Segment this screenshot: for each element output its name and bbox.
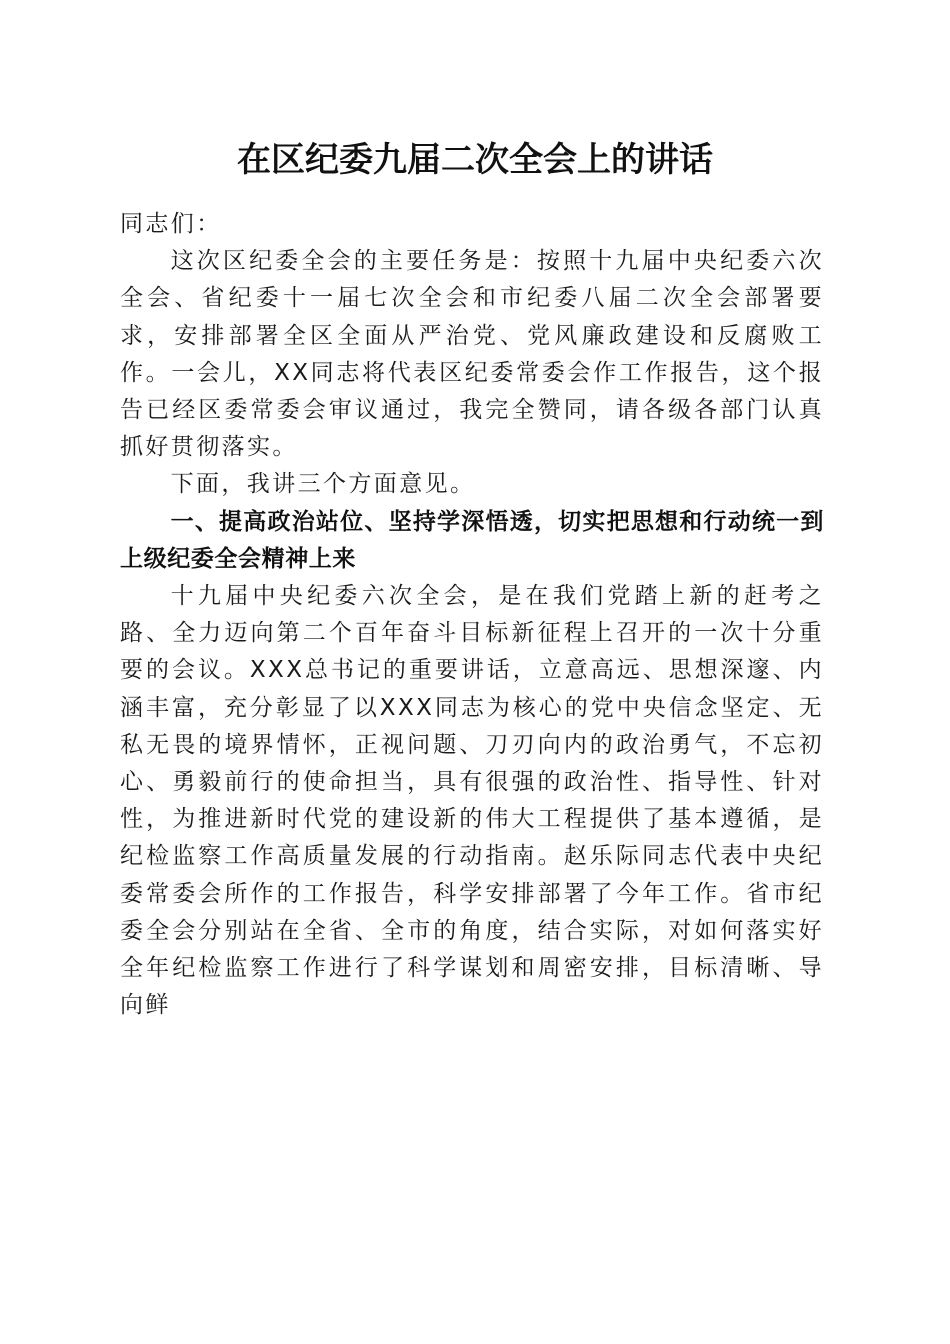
section-heading: 一、提高政治站位、坚持学深悟透，切实把思想和行动统一到上级纪委全会精神上来 (120, 508, 824, 572)
paragraph-outline: 下面，我讲三个方面意见。 (170, 471, 476, 498)
document-body (120, 206, 824, 1024)
section-paragraph: 十九届中央纪委六次全会，是在我们党踏上新的赶考之路、全力迈向第二个百年奋斗目标新征程上召开的一次十分重要的会议。XXX总书记的重要讲话，立意高远、思想深邃、内涵丰富，充分彰显了以XXX同志为核心的党中央信念坚定、无私无畏的境界情怀，正视问题、刀刃向内的政治勇气，不忘初心、勇毅前行的使命担当，具有很强的政治性、指导性、针对性，为推进新时代党的建设新的伟大工程提供了基本遵循，是纪检监察工作高质量发展的行动指南。赵乐际同志代表中央纪委常委会所作的工作报告，科学安排部署了今年工作。省市纪委全会分别站在全省、全市的角度，结合实际，对如何落实好全年纪检监察工作进行了科学谋划和周密安排，目标清晰、导向鲜 (120, 583, 824, 1019)
paragraph-intro: 这次区纪委全会的主要任务是：按照十九届中央纪委六次全会、省纪委十一届七次全会和市纪委八届二次全会部署要求，安排部署全区全面从严治党、党风廉政建设和反腐败工作。一会儿，XX同志将代表区纪委常委会作工作报告，这个报告已经区委常委会审议通过，我完全赞同，请各级各部门认真抓好贯彻落实。 (120, 248, 824, 461)
greeting: 同志们： (120, 211, 222, 237)
document-title: 在区纪委九届二次全会上的讲话 (237, 140, 713, 180)
